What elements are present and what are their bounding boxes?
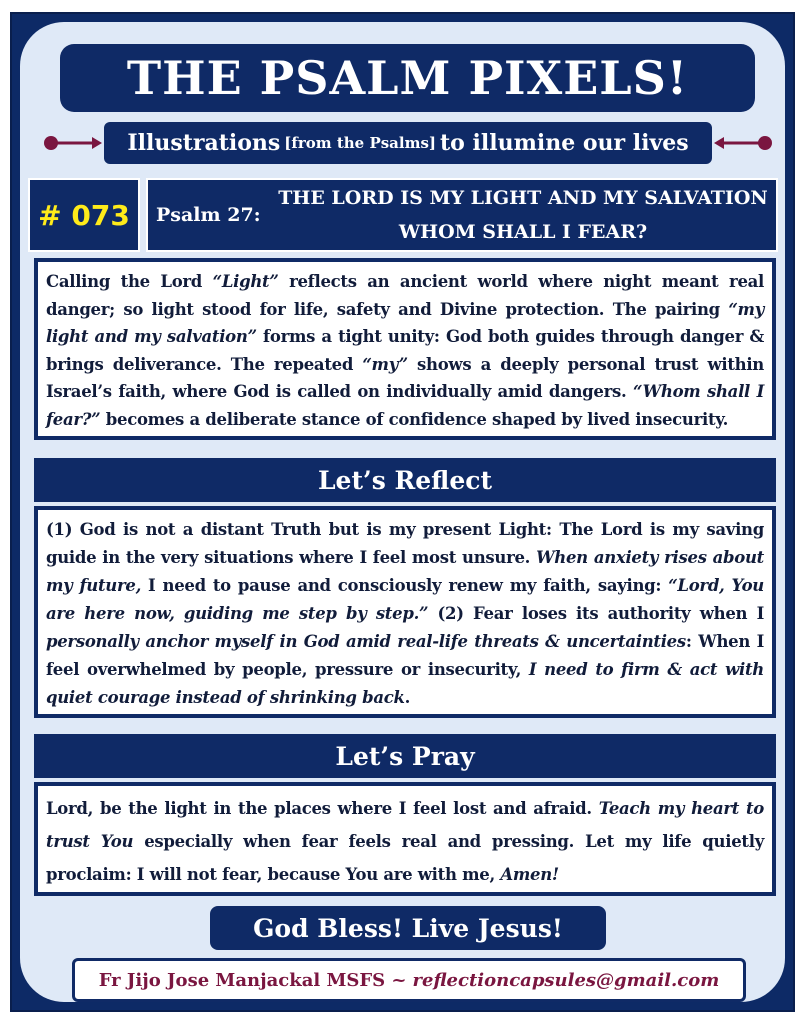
intro-text [34, 258, 776, 440]
reflect-text-part: I need to pause and consciously renew my faith, saying: [141, 576, 669, 595]
reflect-text-part: (1) God is not a distant Truth but is my present Light: The Lord is my saving guide in the very situations where I feel most unsure. [46, 520, 764, 567]
intro-text-part: Calling the Lord [46, 272, 213, 291]
reflect-text-part: (2) Fear loses its authority when I [428, 604, 764, 623]
subtitle-small: [from the Psalms] [284, 134, 437, 152]
poster-panel [20, 22, 785, 1002]
reflect-text-part: : When I feel overwhelmed by people, pressure or insecurity, [46, 632, 765, 679]
psalm-reference: Psalm 27: [156, 204, 261, 226]
psalm-heading-line1: THE LORD IS MY LIGHT AND MY SALVATION [278, 187, 768, 209]
reflect-emphasis: When anxiety rises about my future, [46, 548, 764, 595]
psalm-header [146, 178, 778, 252]
left-arrow-icon [42, 134, 102, 152]
pray-text-part: especially when fear feels real and pressing. Let my life quietly proclaim: I will not fear, because You are with me, [46, 832, 764, 884]
intro-text-part: shows a deeply personal trust within Israel’s faith, where God is called on individually amid dangers. [46, 354, 764, 401]
reflect-emphasis: I need to firm & act with quiet courage instead of shrinking back [46, 660, 764, 707]
intro-text-part: forms a tight unity: God both guides through danger & brings deliverance. The repeated [46, 327, 764, 374]
psalm-heading-line2: WHOM SHALL I FEAR? [398, 221, 648, 243]
pray-emphasis: Amen! [500, 865, 559, 884]
psalm-number: # 073 [28, 178, 140, 252]
subtitle-pre: Illustrations [127, 130, 281, 156]
psalm-heading [276, 181, 776, 249]
subtitle-post: to illumine our lives [440, 130, 689, 156]
author-footer [72, 958, 746, 1002]
intro-text-part: becomes a deliberate stance of confidence shaped by lived insecurity. [100, 409, 729, 429]
intro-emphasis: “my light and my salvation” [46, 299, 764, 346]
reflect-emphasis: “Lord, You are here now, guiding me step by step.” [46, 576, 764, 623]
poster-frame [10, 12, 795, 1012]
intro-emphasis: “Whom shall I fear?” [46, 382, 764, 429]
right-arrow-icon [714, 134, 774, 152]
reflect-text-part: . [404, 688, 411, 707]
pray-emphasis: Teach my heart to trust You [46, 799, 764, 851]
reflect-emphasis: personally anchor myself in God amid real-life threats & uncertainties [46, 632, 686, 651]
intro-emphasis: “Light” [212, 272, 279, 291]
intro-text-part: reflects an ancient world where night meant real danger; so light stood for life, safety and Divine protection. The pairing [46, 272, 765, 319]
subtitle-banner [104, 122, 712, 164]
author-email: reflectioncapsules@gmail.com [412, 969, 720, 991]
pray-heading: Let’s Pray [34, 734, 776, 778]
author-name: Fr Jijo Jose Manjackal MSFS ~ [98, 969, 407, 991]
intro-emphasis: “my” [362, 354, 408, 374]
reflect-heading: Let’s Reflect [34, 458, 776, 502]
blessing-banner: God Bless! Live Jesus! [210, 906, 606, 950]
pray-text-part: Lord, be the light in the places where I feel lost and afraid. [46, 799, 599, 818]
poster-title: THE PSALM PIXELS! [60, 44, 755, 112]
pray-text [34, 782, 776, 896]
reflect-text [34, 506, 776, 718]
